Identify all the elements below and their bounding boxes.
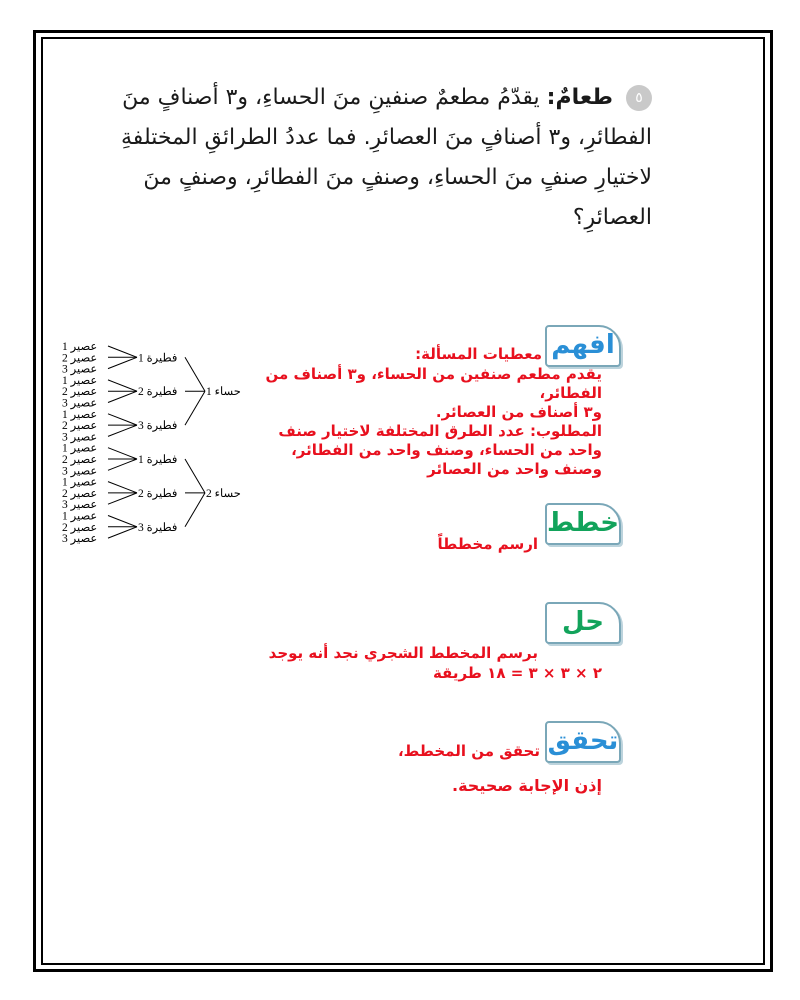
tree-branch-soup-pie (185, 357, 205, 391)
tree-juice-label: عصير 1 (62, 341, 98, 353)
tree-juice-label: عصير 3 (62, 397, 98, 410)
given-line: يقدم مطعم صنفين من الحساء، و٣ أصناف من الفطائر، (265, 365, 602, 402)
problem-number: ٥ (626, 85, 652, 111)
tree-juice-label: عصير 2 (62, 420, 98, 433)
tree-branch-pie-juice (108, 380, 137, 391)
tree-juice-label: عصير 1 (62, 408, 98, 421)
tree-juice-label: عصير 2 (62, 352, 98, 365)
problem-statement (112, 78, 652, 238)
tree-juice-label: عصير 2 (62, 487, 98, 500)
tree-branch-pie-juice (108, 527, 137, 538)
tree-pie-label: فطيرة 1 (138, 454, 178, 466)
plan-badge: خطط (545, 503, 621, 545)
tree-branch-pie-juice (108, 425, 137, 436)
given-line-2: و٣ أصناف من العصائر. (435, 403, 602, 421)
tree-juice-label: عصير 1 (62, 442, 98, 455)
solve-line-1: برسم المخطط الشجري نجد أنه يوجد (268, 644, 538, 662)
tree-pie-label: فطيرة 1 (138, 352, 178, 365)
tree-soup-label: حساء 2 (206, 487, 241, 500)
understand-badge: افهم (545, 325, 621, 367)
tree-branch-soup-pie (185, 391, 205, 425)
problem-text: يقدّمُ مطعمٌ صنفينِ منَ الحساءِ، و٣ أصنافٍ منَ الفطائرِ، و٣ أصنافٍ منَ العصائرِ. فما عددُ الطرائقِ المختلفةِ لاختيارِ صنفٍ منَ الحساءِ، وصنفٍ منَ الفطائرِ، وصنفٍ منَ العصائرِ؟ (121, 85, 652, 230)
tree-juice-label: عصير 1 (62, 374, 98, 387)
tree-branch-pie-juice (108, 493, 137, 504)
required-line: المطلوب: عدد الطرق المختلفة لاختيار صنف واحد من الحساء، وصنف واحد من الفطائر، وصنف واحد من العصائر (278, 422, 602, 478)
plan-text: ارسم مخططاً (437, 535, 538, 553)
check-text: تحقق من المخطط، (397, 742, 540, 760)
tree-soup-label: حساء 1 (206, 386, 241, 399)
tree-pie-label: فطيرة 3 (138, 420, 178, 433)
tree-branch-pie-juice (108, 516, 137, 527)
tree-branch-pie-juice (108, 346, 137, 357)
problem-keyword: طعامٌ: (546, 85, 613, 110)
tree-pie-label: فطيرة 3 (138, 521, 178, 534)
tree-branch-pie-juice (108, 459, 137, 470)
tree-pie-label: فطيرة 2 (138, 487, 178, 500)
solve-badge: حل (545, 602, 621, 644)
tree-branch-pie-juice (108, 482, 137, 493)
tree-diagram (60, 340, 250, 640)
answer-text: إذن الإجابة صحيحة. (452, 776, 602, 795)
tree-juice-label: عصير 1 (62, 510, 98, 523)
solve-line-2: ٢ × ٣ × ٣ = ١٨ طريقة (432, 664, 602, 682)
tree-juice-label: عصير 3 (62, 499, 98, 512)
given-title: معطيات المسألة: (415, 345, 542, 363)
tree-juice-label: عصير 3 (62, 363, 98, 376)
tree-juice-label: عصير 2 (62, 386, 98, 399)
tree-branch-soup-pie (185, 459, 205, 493)
tree-branch-pie-juice (108, 448, 137, 459)
tree-juice-label: عصير 3 (62, 431, 98, 444)
tree-juice-label: عصير 3 (62, 465, 98, 478)
tree-branch-pie-juice (108, 414, 137, 425)
tree-branch-pie-juice (108, 391, 137, 402)
tree-juice-label: عصير 2 (62, 454, 98, 466)
check-badge: تحقق (545, 721, 621, 763)
tree-pie-label: فطيرة 2 (138, 386, 178, 399)
tree-juice-label: عصير 1 (62, 476, 98, 489)
given-body (242, 365, 602, 479)
tree-branch-pie-juice (108, 357, 137, 368)
tree-branch-soup-pie (185, 493, 205, 527)
tree-juice-label: عصير 2 (62, 521, 98, 534)
tree-juice-label: عصير 3 (62, 533, 98, 546)
